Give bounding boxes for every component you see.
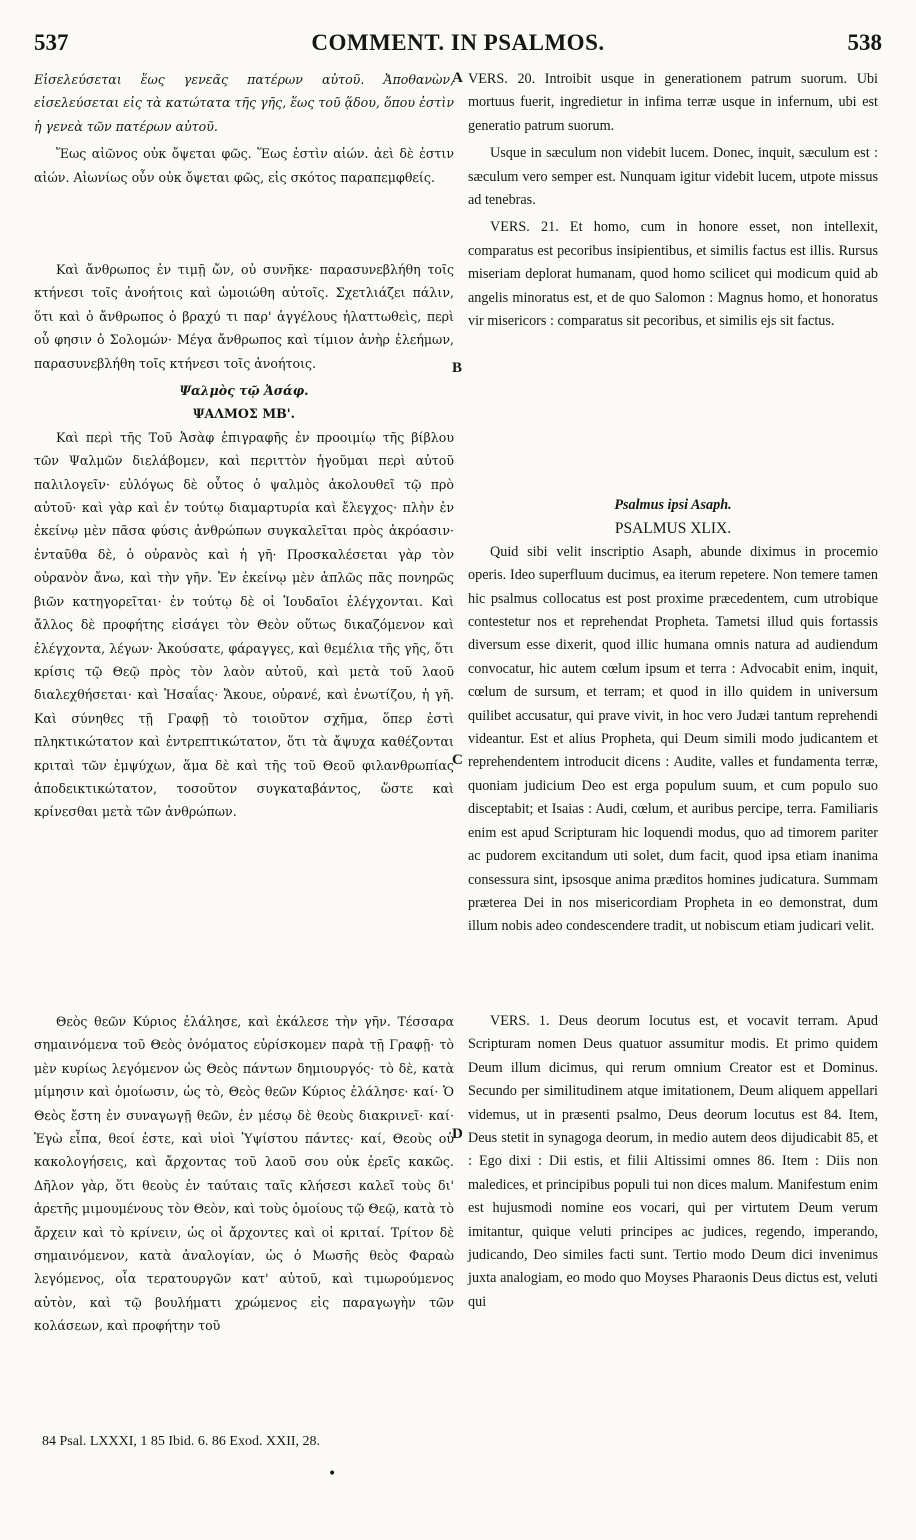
greek-paragraph: Ἕως αἰῶνος οὐκ ὄψεται φῶς. Ἕως ἐστὶν αἰών. ἀεὶ δὲ ἐστιν αἰών. Αἰωνίως οὖν οὐκ ὄψεται φῶς, εἰς σκότος παραπεμφθείς. xyxy=(34,146,454,185)
latin-column-top xyxy=(468,68,878,337)
greek-column-middle xyxy=(34,258,454,828)
latin-paragraph: VERS. 1. Deus deorum locutus est, et vocavit terram. Apud Scripturam nomen Deus quatuor assumitur modis. Et primo quidem Deum illum dicimus, qui rerum omnium Creator est et Dominus. Secundo per similitudinem atque imitationem, Deum aliquem appellari videmus, ut in præsenti psalmo, Deus deorum locutus est 84. Item, Deus stetit in synagoga deorum, in medio autem deos dijudicabit 85, et : Ego dixi : Dii estis, et filii Altissimi omnes 86. Item : Diis non maledices, et principibus populi tui non dices malum. Manifestum enim est hujusmodi nomine eos vocari, qui per virtutem Deum verum imitantur, quique veluti principes ac judices, regendo, imperando, judicando, Deo similes facti sunt. Tertio modo Deum dici invenimus juxta analogiam, eo modo quo Moyses Pharaonis Deus dictus est, veluti qui xyxy=(468,1013,878,1310)
margin-mark-b: B xyxy=(452,360,463,376)
greek-psalm-heading: Ψαλμὸς τῷ Ἀσάφ. xyxy=(179,383,309,399)
greek-paragraph: Θεὸς θεῶν Κύριος ἐλάλησε, καὶ ἐκάλεσε τὴν γῆν. Τέσσαρα σημαινόμενα τοῦ Θεὸς ὀνόματος εὑρίσκομεν παρὰ τῇ Γραφῇ· τὸ μὲν κυρίως λεγόμενον ὡς Θεὸς πάντων δημιουργός· τὸ δὲ, κατὰ μίμησιν καὶ ὁμοίωσιν, ὡς τὸ, Θεὸς θεῶν Κύριος ἐλάλησε· καί· Ὁ Θεὸς ἔστη ἐν συναγωγῇ θεῶν, ἐν μέσῳ δὲ θεοὺς διακρινεῖ· καί· Ἐγὼ εἶπα, θεοί ἐστε, καὶ υἱοὶ Ὑψίστου πάντες· καί, Θεοὺς οὐ κακολογήσεις, καὶ ἄρχοντας τοῦ λαοῦ σου οὐκ ἐρεῖς κακῶς. Δῆλον γὰρ, ὅτι θεοὺς ἐν ταύταις ταῖς κλήσεσι καλεῖ τοὺς δι' ἀρετῆς μιμουμένους τὸν Θεὸν, καὶ τοὺς ὁμοίους τῷ Θεῷ, κατὰ τὸ ἄρχειν καὶ τὸ κρίνειν, ὡς οἱ ἄρχοντες καὶ οἱ κριταί. Τρίτον δὲ σημαινόμενον, κατὰ ἀναλογίαν, ὡς ὁ Μωσῆς θεὸς Φαραὼ λεγόμενος, οἷα τερατουργῶν κατ' αὐτοῦ, καὶ τιμωρούμενος αὐτὸν, καὶ τῷ βουλήματι χρώμενος εἰς παραγωγὴν τῶν κολάσεων, καὶ προφήτην τοῦ xyxy=(34,1014,454,1334)
margin-mark-d: D xyxy=(452,1126,463,1142)
greek-psalm-number: ΨΑΛΜΟΣ ΜΒ'. xyxy=(192,406,296,422)
latin-paragraph: VERS. 20. Introibit usque in generationem patrum suorum. Ubi mortuus fuerit, ingredietur in infima terræ usque in infernum, ubi est generatio patrum suorum. xyxy=(468,71,878,134)
latin-psalm-heading: Psalmus ipsi Asaph. xyxy=(614,497,732,513)
left-page-number: 537 xyxy=(34,30,69,55)
latin-paragraph: VERS. 21. Et homo, cum in honore esset, non intellexit, comparatus est pecoribus insipientibus, et similis factus est illis. Rursus miseriam deplorat humanam, quod homo scilicet qui modicum quid ab angelis minoratus est, et de quo Salomon : Magnus homo, et honoratus vir misericors : comparatus sit pecoribus, et similis ejs sit factus. xyxy=(468,219,878,330)
greek-column-top xyxy=(34,68,454,193)
margin-mark-a: A xyxy=(452,70,463,86)
greek-column-bottom xyxy=(34,1010,454,1342)
right-page-number: 538 xyxy=(847,30,882,55)
stray-mark: • xyxy=(328,1466,337,1482)
running-header xyxy=(34,30,882,60)
greek-paragraph: Καὶ ἄνθρωπος ἐν τιμῇ ὤν, οὐ συνῆκε· παρασυνεβλήθη τοῖς κτήνεσι τοῖς ἀνοήτοις καὶ ὡμοιώθη αὐτοῖς. Σχετλιάζει πάλιν, ὅτι καὶ ὁ ἄνθρωπος ὁ βραχύ τι παρ' ἀγγέλους ἠλαττωθεὶς, περὶ οὗ φησιν ὁ Σολομών· Μέγα ἄνθρωπος καὶ τίμιον ἀνὴρ ἐλεήμων, παρασυνεβλήθη τοῖς κτήνεσι τοῖς ἀνοήτοις. xyxy=(34,262,454,371)
greek-paragraph: Καὶ περὶ τῆς Τοῦ Ἀσὰφ ἐπιγραφῆς ἐν προοιμίῳ τῆς βίβλου τῶν Ψαλμῶν διελάβομεν, καὶ περιττὸν ἡγοῦμαι περὶ αὐτοῦ παλιλογεῖν· εὐλόγως δὲ οὗτος ὁ ψαλμὸς ἀκολουθεῖ τῷ πρὸ αὐτοῦ· καὶ γὰρ καὶ ἐν τούτῳ διαμαρτυρία καὶ ἔλεγχος· πλὴν ἐν ἐκείνῳ μὲν πᾶσα φύσις ἀνθρώπων συγκαλεῖται πρὸς ἀκρόασιν· ἐνταῦθα δὲ, ὁ οὐρανὸς καὶ ἡ γῆ· Προσκαλέσεται γὰρ τὸν οὐρανὸν ἄνω, καὶ τὴν γῆν. Ἐν ἐκείνῳ μὲν ἁπλῶς πᾶς πονηρῶς βιῶν κατηγορεῖται· ἐν τούτῳ δὲ οἱ Ἰουδαῖοι ἐλέγχονται. Καὶ ἄλλος δὲ προφήτης εἰσάγει τὸν Θεὸν οὕτως δικαζόμενον καὶ ἐλέγχοντα, λέγων· Ἀκούσατε, φάραγγες, καὶ θεμέλια τῆς γῆς, ὅτι κρίσις τῷ Θεῷ πρὸς τὸν λαὸν αὐτοῦ, καὶ μετὰ τοῦ λαοῦ διαλεχθήσεται· καὶ Ἡσαΐας· Ἄκουε, οὐρανέ, καὶ ἐνωτίζου, ἡ γῆ. Καὶ σύνηθες τῇ Γραφῇ τὸ τοιοῦτον σχῆμα, ὅπερ ἐστὶ πληκτικώτατον καὶ ἐντρεπτικώτατον, ὅτι τὰ ἄψυχα καθέζονται κριταὶ τῶν ἐμψύχων, ἅμα δὲ καὶ τῆς τοῦ Θεοῦ φιλανθρωπίας ἀποδεικτικώτατον, τοσοῦτον συγκαταβάντος, ὥστε καὶ κρίνεσθαι μετὰ τῶν ἀνθρώπων. xyxy=(34,429,454,820)
footnotes: 84 Psal. LXXXI, 1 85 Ibid. 6. 86 Exod. XXII, 28. xyxy=(42,1434,321,1449)
latin-psalm-number: PSALMUS XLIX. xyxy=(614,520,732,538)
running-title: COMMENT. IN PSALMOS. xyxy=(311,30,605,55)
latin-column-middle xyxy=(468,494,878,943)
latin-paragraph: Usque in sæculum non videbit lucem. Donec, inquit, sæculum est : sæculum vero semper est. Nunquam igitur videbit lucem, utpote missus ad tenebras. xyxy=(468,145,878,209)
greek-paragraph: Εἰσελεύσεται ἕως γενεᾶς πατέρων αὐτοῦ. Ἀποθανὼν, εἰσελεύσεται εἰς τὰ κατώτατα τῆς γῆς, ἕως τοῦ ᾅδου, ὅπου ἐστὶν ἡ γενεὰ τῶν πατέρων αὐτοῦ. xyxy=(34,72,454,134)
margin-mark-c: C xyxy=(452,752,463,768)
latin-column-bottom xyxy=(468,1010,878,1318)
latin-paragraph: Quid sibi velit inscriptio Asaph, abunde diximus in procemio operis. Ideo superfluum ducimus, ea iterum repetere. Non temere tamen hic psalmus collocatus est post proxime præcedentem, cum utrobique contestetur nos et reprehendat Propheta. Tametsi illud quis fortassis diversum esse dixerit, quod illic humana omnis natura ad audiendum convocatur, hic autem cœlum ipsum et terra : Advocabit enim, inquit, cœlum de sursum, et terram; et quod in illo quidem in universum quilibet accusatur, qui prave vivit, in hoc vero Judæi tantum reprehendi videantur. Est et alius Propheta, qui Deum simili modo judicantem et reprehendentem introducit dicens : Audite, valles et fundamenta terræ, quoniam judicium Deo est erga populum suum, et cum populo suo disceptabit; et Isaias : Audi, cœlum, et auribus percipe, terra. Familiaris enim est apud Scripturam hic loquendi modus, quo ad timorem pariter ac pudorem excitandum uti solet, dum facit, quod ipsa etiam inanima consessura sint, ipsosque anima præditos homines judicatura. Summam præterea Dei in nos misericordiam Propheta in eo demonstrat, dum illum nobis adeo condescendere tradit, ut nobiscum etiam judicari velit. xyxy=(468,543,878,935)
